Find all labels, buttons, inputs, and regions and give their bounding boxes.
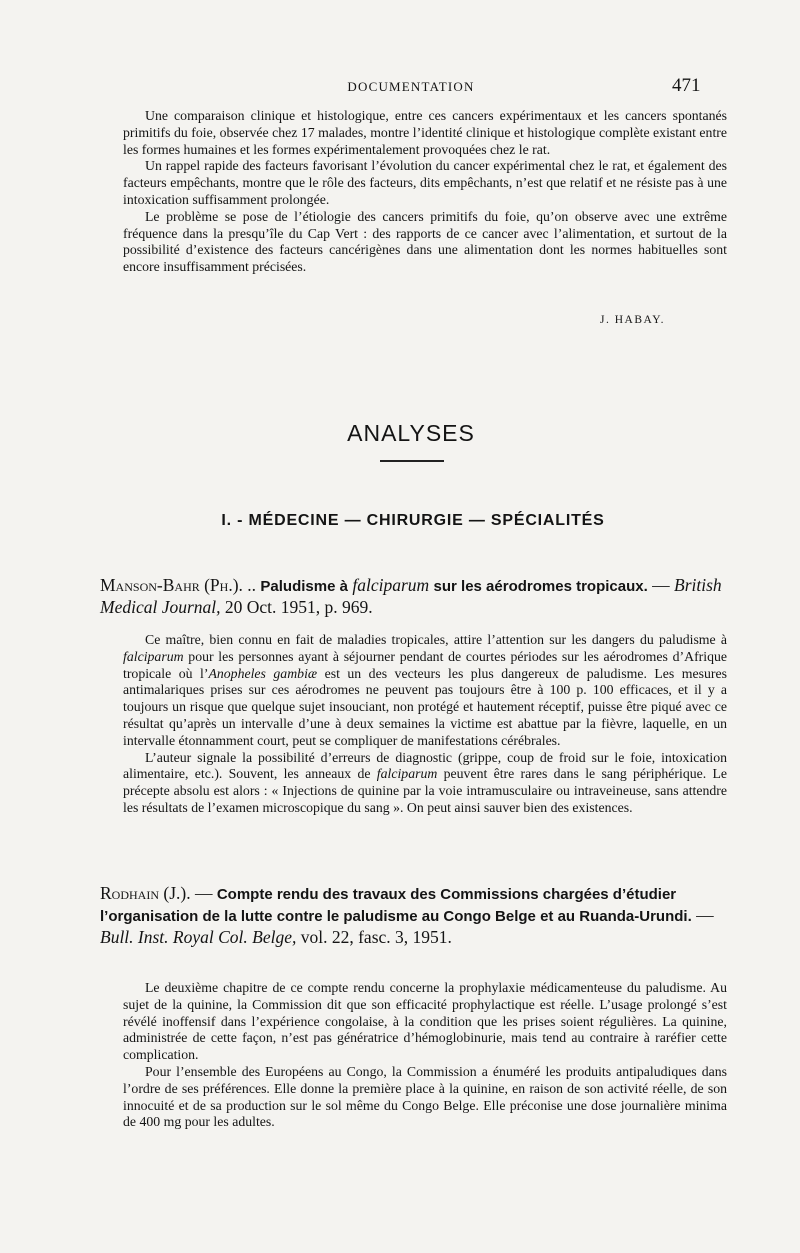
ref1-title-a: Paludisme à <box>260 578 348 595</box>
ref2-text <box>123 980 727 1131</box>
ref1-p1-part: est un des vecteurs les plus dangereux de paludisme. Les mesures antimalariques prises sur ces aérodromes ne peuvent pas toujours être à 100 p. 100 efficaces, et il y a toujours un risque que quelque sujet insouciant, non protégé et hautement réceptif, puisse être piqué avec ce résultat qu’après un intervalle d’une à deux semaines la victime est abattue par la fièvre, laquelle, en un intervalle étonnamment court, peut se compliquer de manifestations cérébrales. <box>123 665 727 748</box>
reference-2 <box>100 883 730 947</box>
ref1-p2-part: peuvent être rares dans le sang périphérique. Le précepte absolu est alors : « Injections de quinine par la voie intramusculaire ou intraveineuse, sans attendre les résultats de l’examen microscopique du sang ». On peut ainsi sauver bien des existences. <box>123 766 728 815</box>
ref2-dash2: — <box>696 905 714 925</box>
reference-1 <box>100 575 730 617</box>
page-number: 471 <box>672 75 701 96</box>
running-title: DOCUMENTATION <box>347 79 475 94</box>
intro-paragraph: Un rappel rapide des facteurs favorisant l’évolution du cancer expérimental chez le rat, et également des facteurs empêchants, montre que le rôle des facteurs, dits empêchants, n’est que relatif et ne résiste pas à une intoxication suffisamment prolongée. <box>123 158 727 207</box>
ref1-p1-part: Ce maître, bien connu en fait de maladies tropicales, attire l’attention sur les dangers du paludisme à <box>145 632 727 647</box>
intro-text <box>123 108 727 276</box>
section-rule <box>380 460 444 462</box>
ref1-journal: British Medical Journal, <box>100 575 722 617</box>
ref1-title-italic: falciparum <box>352 575 430 595</box>
intro-paragraph: Le problème se pose de l’étiologie des cancers primitifs du foie, qu’on observe avec une extrême fréquence dans la presqu’île du Cap Vert : des rapports de ce cancer avec l’alimentation, et surtout de la possibilité d’existence des facteurs cancérigènes dans une alimentation dont les normes habituelles sont encore insuffisamment précisées. <box>123 208 727 275</box>
ref1-title-b: sur les aérodromes tropicaux. <box>433 578 648 595</box>
intro-paragraph: Une comparaison clinique et histologique, entre ces cancers expérimentaux et les cancers spontanés primitifs du foie, observée chez 17 malades, montre l’identité clinique et histologique complète existant entre les formes humaines et les formes expérimentalement provoquées chez le rat. <box>123 108 727 157</box>
ref1-paragraph <box>123 632 727 750</box>
ref1-p2-italic: falciparum <box>376 766 438 782</box>
ref1-text <box>123 632 727 817</box>
ref2-title: Compte rendu des travaux des Commissions chargées d’étudier l’organisation de la lutte contre le paludisme au Congo Belge et au Ruanda-Urundi. <box>100 886 692 925</box>
section-title: ANALYSES <box>347 420 475 446</box>
ref1-paragraph <box>123 750 727 817</box>
ref2-journal: Bull. Inst. Royal Col. Belge, <box>100 927 297 947</box>
subsection-title: I. - MÉDECINE — CHIRURGIE — SPÉCIALITÉS <box>221 512 605 529</box>
ref1-p1-part: pour les personnes ayant à séjourner pendant de courtes périodes sur les aérodromes d’Afrique tropicale où l’ <box>123 648 728 681</box>
page-header <box>0 75 800 99</box>
ref2-dash: — <box>194 883 213 903</box>
ref1-p1-italic: falciparum <box>123 648 184 664</box>
signature: J. HABAY. <box>600 314 665 326</box>
ref2-paragraph: Pour l’ensemble des Européens au Congo, la Commission a énuméré les produits antipaludiques dans l’ordre de ses préférences. Elle donne la première place à la quinine, en raison de son activité réelle, de son innocuité et de sa production sur le sol même du Congo Belge. Elle préconise une dose journalière minima de 400 mg pour les adultes. <box>123 1063 727 1130</box>
ref1-author: Manson-Bahr (Ph.). .. <box>100 575 257 595</box>
ref1-p2-part: L’auteur signale la possibilité d’erreurs de diagnostic (grippe, coup de froid sur le foie, intoxication alimentaire, etc.). Souvent, les anneaux de <box>123 749 727 782</box>
ref1-details: 20 Oct. 1951, p. 969. <box>224 597 373 617</box>
ref1-p1-italic: Anopheles gambiæ <box>208 665 318 681</box>
ref1-dash: — <box>652 575 670 595</box>
ref2-details: vol. 22, fasc. 3, 1951. <box>300 927 452 947</box>
ref2-paragraph: Le deuxième chapitre de ce compte rendu concerne la prophylaxie médicamenteuse du paludisme. Au sujet de la quinine, la Commission dit que son efficacité prophylactique est réelle. L’usage prolongé s’est révélé inoffensif dans l’expérience congolaise, à la condition que les prises soient régulières. La quinine, administrée de cette façon, n’est pas génératrice d’hémoglobinurie, mais tend au contraire à raréfier cette complication. <box>123 980 727 1063</box>
ref2-author: Rodhain (J.). <box>100 883 191 903</box>
